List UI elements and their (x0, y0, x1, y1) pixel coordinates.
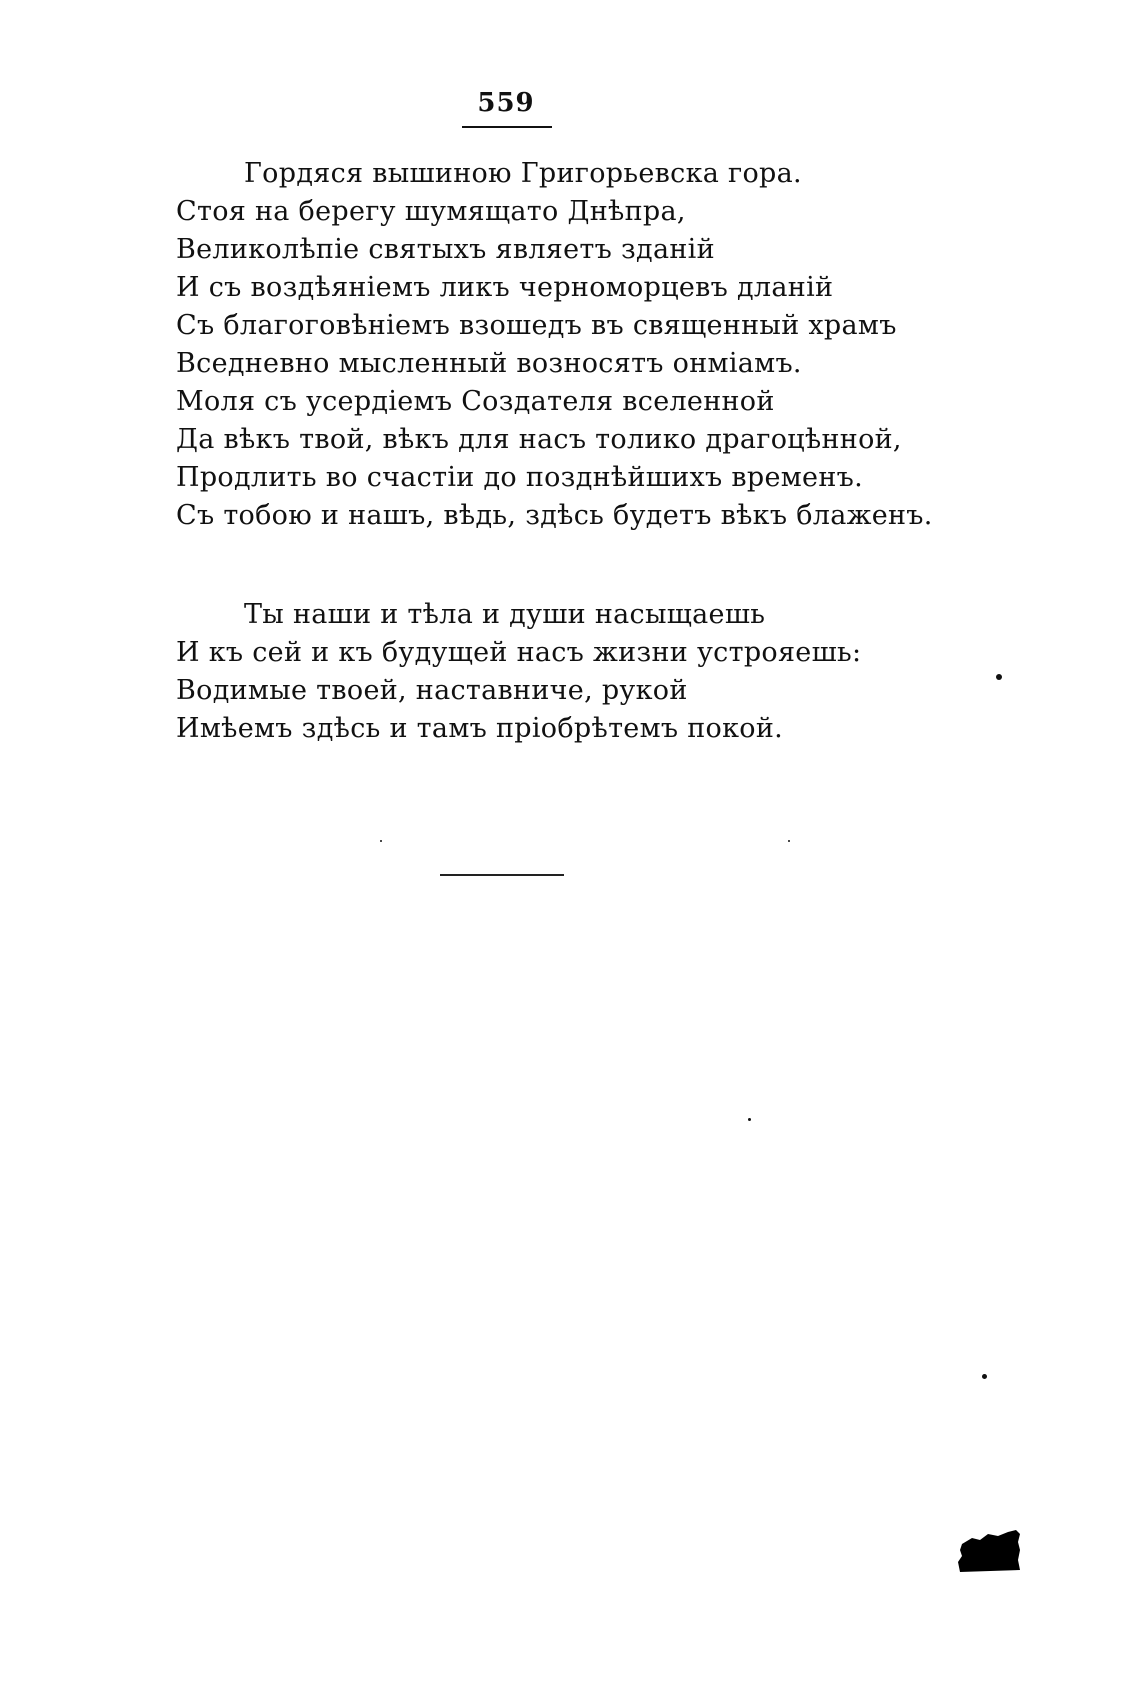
verse-line: Водимые твоей, наставниче, рукой (176, 675, 688, 706)
ink-blot-shape (958, 1530, 1020, 1572)
verse-line: Стоя на берегу шумящато Днѣпра, (176, 196, 686, 227)
verse-line: Гордяся вышиною Григорьевска гора. (244, 158, 802, 189)
stanza-2 (176, 596, 861, 748)
verse-line: Продлить во счастiи до позднѣйшихъ временъ. (176, 462, 863, 493)
verse-line: Съ тобою и нашъ, вѣдь, здѣсь будетъ вѣкъ блаженъ. (176, 500, 933, 531)
verse-line: Да вѣкъ твой, вѣкъ для насъ толико драгоцѣнной, (176, 424, 902, 455)
verse-line: Вседневно мысленный возносятъ онмiамъ. (176, 348, 802, 379)
verse-line: И къ сей и къ будущей насъ жизни устрояешь: (176, 637, 862, 668)
verse-line: Имѣемъ здѣсь и тамъ прiобрѣтемъ покой. (176, 713, 784, 744)
verse-line: Моля съ усердiемъ Создателя вселенной (176, 386, 775, 417)
stanza-1 (176, 155, 933, 535)
ink-speck (996, 674, 1002, 680)
closing-rule (440, 874, 564, 876)
ink-speck (380, 840, 382, 842)
ink-speck (788, 840, 790, 842)
verse-line: Великолѣпiе святыхъ являетъ зданiй (176, 234, 715, 265)
page-number-underline (462, 126, 552, 128)
ink-blot (958, 1530, 1022, 1572)
verse-line: Ты наши и тѣла и души насыщаешь (244, 599, 766, 630)
verse-line: Съ благоговѣнiемъ взошедъ въ священный храмъ (176, 310, 897, 341)
ink-speck (748, 1118, 751, 1121)
page-number: 559 (477, 88, 535, 118)
verse-line: И съ воздѣянiемъ ликъ черноморцевъ дланiй (176, 272, 834, 303)
ink-speck (982, 1374, 987, 1379)
